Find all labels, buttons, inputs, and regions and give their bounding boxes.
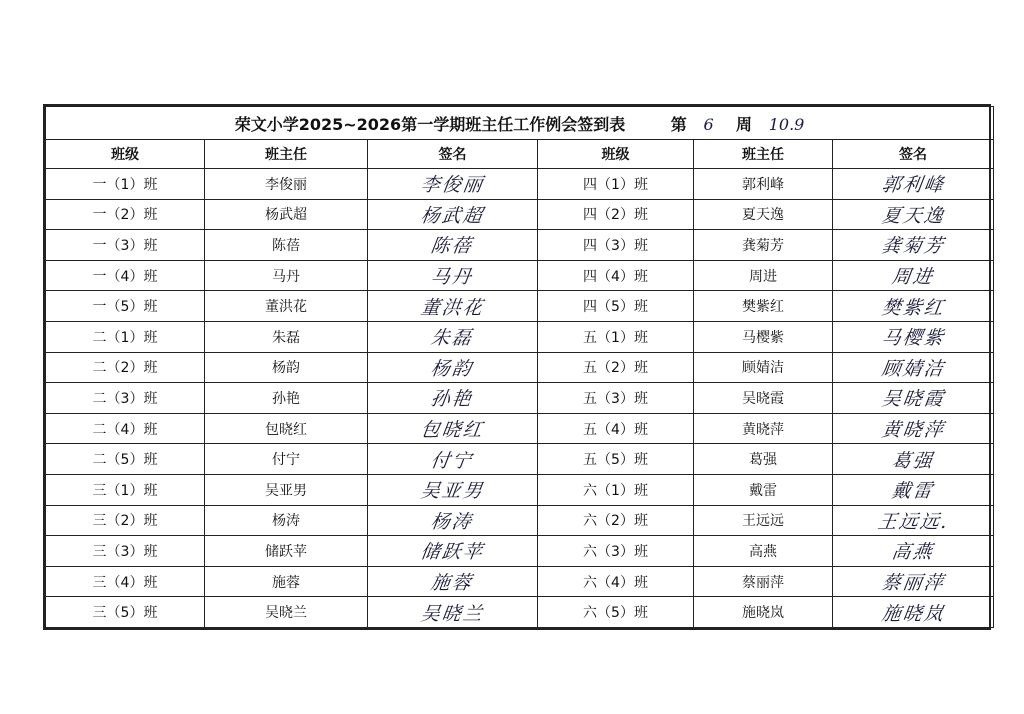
signature-cell	[833, 352, 994, 383]
teacher-cell	[694, 321, 833, 352]
class-label: 二（4）班	[92, 421, 158, 438]
teacher-label: 吴亚男	[265, 482, 307, 499]
teacher-cell	[205, 169, 368, 200]
class-label: 一（1）班	[92, 176, 158, 193]
signature-cell	[833, 291, 994, 322]
signature-cell	[368, 169, 538, 200]
class-label: 一（5）班	[92, 299, 158, 316]
handwritten-signature: 董洪花	[419, 296, 486, 319]
handwritten-signature: 杨涛	[429, 510, 475, 533]
table-row	[46, 230, 994, 261]
handwritten-signature: 施晓岚	[879, 602, 946, 625]
handwritten-signature: 王远远.	[875, 510, 950, 533]
title-row	[46, 107, 994, 140]
class-cell	[46, 566, 205, 597]
teacher-cell	[694, 536, 833, 567]
class-label: 一（2）班	[92, 207, 158, 224]
signature-cell	[368, 321, 538, 352]
teacher-label: 朱磊	[272, 329, 300, 346]
teacher-label: 付宁	[272, 452, 300, 469]
teacher-cell	[694, 260, 833, 291]
signature-cell	[368, 536, 538, 567]
teacher-cell	[205, 597, 368, 628]
teacher-cell	[205, 383, 368, 414]
class-label: 三（1）班	[92, 482, 158, 499]
teacher-label: 吴晓霞	[742, 390, 784, 407]
column-header-teacher: 班主任	[205, 140, 368, 169]
column-header-class: 班级	[46, 140, 205, 169]
teacher-cell	[205, 321, 368, 352]
teacher-label: 龚菊芳	[742, 237, 784, 254]
signature-cell	[368, 383, 538, 414]
handwritten-signature: 付宁	[429, 449, 475, 472]
handwritten-signature: 黄晓萍	[879, 419, 946, 442]
class-cell	[538, 199, 694, 230]
table-row	[46, 505, 994, 536]
signature-cell	[368, 444, 538, 475]
teacher-label: 杨韵	[272, 360, 300, 377]
class-cell	[538, 413, 694, 444]
meeting-date: 10.9	[768, 114, 805, 134]
class-cell	[46, 444, 205, 475]
class-cell	[538, 444, 694, 475]
signature-cell	[368, 597, 538, 628]
class-cell	[46, 413, 205, 444]
signature-cell	[833, 413, 994, 444]
teacher-cell	[694, 383, 833, 414]
handwritten-signature: 高燕	[890, 541, 936, 564]
class-label: 五（4）班	[583, 421, 648, 438]
week-label	[671, 112, 805, 135]
class-cell	[538, 169, 694, 200]
teacher-cell	[205, 291, 368, 322]
title-cell	[46, 107, 994, 140]
handwritten-signature: 夏天逸	[879, 204, 946, 227]
handwritten-signature: 吴晓霞	[879, 388, 946, 411]
class-cell	[46, 260, 205, 291]
teacher-label: 马樱紫	[742, 329, 784, 346]
teacher-cell	[205, 352, 368, 383]
teacher-cell	[694, 505, 833, 536]
teacher-cell	[694, 169, 833, 200]
class-cell	[46, 169, 205, 200]
class-label: 六（4）班	[583, 574, 648, 591]
teacher-cell	[205, 566, 368, 597]
teacher-label: 蔡丽萍	[742, 574, 784, 591]
handwritten-signature: 蔡丽萍	[879, 572, 946, 595]
sheet-title: 荣文小学2025~2026第一学期班主任工作例会签到表	[234, 114, 626, 134]
class-label: 五（3）班	[583, 390, 648, 407]
teacher-label: 戴雷	[749, 482, 777, 499]
teacher-label: 储跃苹	[265, 543, 307, 560]
table-row	[46, 352, 994, 383]
teacher-label: 高燕	[749, 543, 777, 560]
handwritten-signature: 杨武超	[419, 204, 486, 227]
handwritten-signature: 周进	[890, 266, 936, 289]
class-cell	[538, 230, 694, 261]
handwritten-signature: 李俊丽	[419, 174, 486, 197]
handwritten-signature: 孙艳	[429, 388, 475, 411]
teacher-cell	[694, 291, 833, 322]
column-header-row	[46, 140, 994, 169]
class-label: 六（2）班	[583, 513, 648, 530]
class-cell	[46, 352, 205, 383]
class-label: 二（3）班	[92, 390, 158, 407]
class-label: 二（2）班	[92, 360, 158, 377]
teacher-label: 施蓉	[272, 574, 300, 591]
table-row	[46, 383, 994, 414]
class-cell	[46, 230, 205, 261]
handwritten-signature: 杨韵	[429, 357, 475, 380]
signature-cell	[368, 413, 538, 444]
class-label: 三（3）班	[92, 543, 158, 560]
class-label: 四（5）班	[583, 299, 648, 316]
handwritten-signature: 吴晓兰	[419, 602, 486, 625]
signature-cell	[833, 260, 994, 291]
teacher-label: 顾婧洁	[742, 360, 784, 377]
teacher-cell	[694, 597, 833, 628]
signature-cell	[368, 352, 538, 383]
teacher-cell	[205, 413, 368, 444]
teacher-cell	[205, 199, 368, 230]
class-cell	[538, 383, 694, 414]
teacher-label: 孙艳	[272, 390, 300, 407]
teacher-label: 杨涛	[272, 513, 300, 530]
teacher-label: 包晓红	[265, 421, 307, 438]
handwritten-signature: 储跃苹	[419, 541, 486, 564]
handwritten-signature: 郭利峰	[879, 174, 946, 197]
teacher-label: 陈蓓	[272, 237, 300, 254]
table-row	[46, 169, 994, 200]
class-cell	[46, 291, 205, 322]
class-cell	[46, 474, 205, 505]
signature-cell	[833, 230, 994, 261]
table-row	[46, 413, 994, 444]
handwritten-signature: 陈蓓	[429, 235, 475, 258]
class-label: 六（3）班	[583, 543, 648, 560]
week-suffix: 周	[735, 114, 752, 134]
class-label: 一（4）班	[92, 268, 158, 285]
class-label: 三（5）班	[92, 605, 158, 622]
signature-cell	[833, 566, 994, 597]
class-cell	[538, 352, 694, 383]
class-cell	[538, 536, 694, 567]
signature-cell	[833, 169, 994, 200]
handwritten-signature: 马丹	[429, 266, 475, 289]
class-cell	[538, 291, 694, 322]
teacher-cell	[205, 474, 368, 505]
table-row	[46, 444, 994, 475]
handwritten-signature: 樊紫红	[879, 296, 946, 319]
column-header-signature: 签名	[368, 140, 538, 169]
teacher-label: 周进	[749, 268, 777, 285]
teacher-cell	[205, 444, 368, 475]
handwritten-signature: 马樱紫	[879, 327, 946, 350]
signature-cell	[833, 444, 994, 475]
teacher-cell	[694, 352, 833, 383]
table-row	[46, 566, 994, 597]
sign-in-table	[45, 106, 994, 628]
signature-cell	[368, 199, 538, 230]
handwritten-signature: 戴雷	[890, 480, 936, 503]
handwritten-signature: 包晓红	[419, 419, 486, 442]
column-header-teacher: 班主任	[694, 140, 833, 169]
class-cell	[46, 383, 205, 414]
teacher-label: 吴晓兰	[265, 605, 307, 622]
teacher-cell	[694, 199, 833, 230]
week-number: 6	[703, 114, 714, 134]
table-row	[46, 536, 994, 567]
class-label: 三（2）班	[92, 513, 158, 530]
class-label: 四（1）班	[583, 176, 648, 193]
class-label: 六（5）班	[583, 605, 648, 622]
table-row	[46, 260, 994, 291]
class-cell	[46, 199, 205, 230]
class-cell	[46, 597, 205, 628]
class-label: 二（1）班	[92, 329, 158, 346]
signature-cell	[368, 566, 538, 597]
teacher-cell	[205, 505, 368, 536]
class-label: 一（3）班	[92, 237, 158, 254]
signature-cell	[833, 597, 994, 628]
teacher-cell	[694, 230, 833, 261]
teacher-label: 樊紫红	[742, 299, 784, 316]
class-cell	[46, 536, 205, 567]
class-label: 五（2）班	[583, 360, 648, 377]
class-label: 四（3）班	[583, 237, 648, 254]
column-header-class: 班级	[538, 140, 694, 169]
table-row	[46, 474, 994, 505]
class-cell	[538, 321, 694, 352]
signature-cell	[368, 474, 538, 505]
handwritten-signature: 朱磊	[429, 327, 475, 350]
teacher-label: 施晓岚	[742, 605, 784, 622]
teacher-label: 夏天逸	[742, 207, 784, 224]
teacher-cell	[205, 230, 368, 261]
class-cell	[538, 474, 694, 505]
sign-in-sheet	[43, 104, 991, 630]
signature-cell	[368, 291, 538, 322]
handwritten-signature: 吴亚男	[419, 480, 486, 503]
class-label: 二（5）班	[92, 452, 158, 469]
class-label: 五（1）班	[583, 329, 648, 346]
signature-cell	[368, 505, 538, 536]
signature-cell	[833, 321, 994, 352]
teacher-label: 李俊丽	[265, 176, 307, 193]
teacher-label: 王远远	[742, 513, 784, 530]
class-label: 三（4）班	[92, 574, 158, 591]
class-cell	[538, 566, 694, 597]
class-cell	[46, 505, 205, 536]
handwritten-signature: 葛强	[890, 449, 936, 472]
signature-cell	[833, 505, 994, 536]
class-cell	[538, 260, 694, 291]
teacher-cell	[694, 474, 833, 505]
signature-cell	[833, 199, 994, 230]
table-row	[46, 199, 994, 230]
teacher-label: 郭利峰	[742, 176, 784, 193]
teacher-cell	[694, 413, 833, 444]
teacher-label: 黄晓萍	[742, 421, 784, 438]
class-cell	[538, 505, 694, 536]
class-cell	[538, 597, 694, 628]
table-row	[46, 597, 994, 628]
teacher-cell	[694, 444, 833, 475]
teacher-label: 董洪花	[265, 299, 307, 316]
handwritten-signature: 顾婧洁	[879, 357, 946, 380]
teacher-label: 马丹	[272, 268, 300, 285]
handwritten-signature: 施蓉	[429, 572, 475, 595]
teacher-label: 杨武超	[265, 207, 307, 224]
teacher-cell	[205, 260, 368, 291]
signature-cell	[833, 536, 994, 567]
signature-cell	[833, 474, 994, 505]
table-row	[46, 321, 994, 352]
class-label: 五（5）班	[583, 452, 648, 469]
table-row	[46, 291, 994, 322]
teacher-label: 葛强	[749, 452, 777, 469]
week-prefix: 第	[670, 114, 687, 134]
class-cell	[46, 321, 205, 352]
signature-cell	[368, 260, 538, 291]
column-header-signature: 签名	[833, 140, 994, 169]
class-label: 六（1）班	[583, 482, 648, 499]
teacher-cell	[205, 536, 368, 567]
handwritten-signature: 龚菊芳	[879, 235, 946, 258]
class-label: 四（4）班	[583, 268, 648, 285]
signature-cell	[368, 230, 538, 261]
class-label: 四（2）班	[583, 207, 648, 224]
signature-cell	[833, 383, 994, 414]
teacher-cell	[694, 566, 833, 597]
